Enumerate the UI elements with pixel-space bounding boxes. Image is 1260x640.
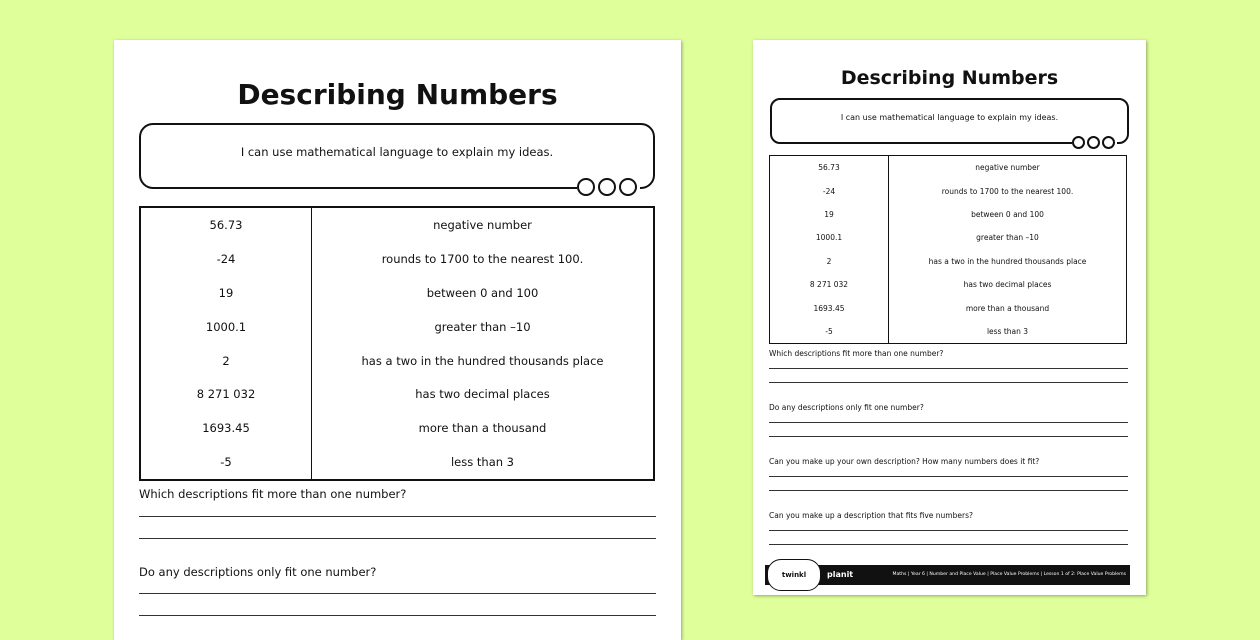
description-cell: has a two in the hundred thousands place: [361, 353, 604, 368]
table-row: [770, 226, 1127, 249]
number-cell: -5: [770, 320, 889, 344]
answer-line[interactable]: [769, 368, 1128, 369]
question-text: Can you make up your own description? How many numbers does it fit?: [769, 457, 1040, 466]
description-cell: more than a thousand: [965, 303, 1050, 313]
answer-line[interactable]: [769, 422, 1128, 423]
question-block: [769, 349, 1128, 383]
number-cell: 1693.45: [770, 296, 889, 319]
number-cell: 56.73: [770, 156, 889, 180]
table-row: [140, 411, 654, 445]
description-cell: rounds to 1700 to the nearest 100.: [381, 251, 584, 266]
worksheet-footer: [765, 565, 1130, 585]
number-cell: 1000.1: [140, 310, 312, 344]
number-cell: -5: [140, 445, 312, 480]
table-row: [140, 445, 654, 480]
description-cell: rounds to 1700 to the nearest 100.: [941, 186, 1074, 196]
number-cell: 1693.45: [140, 411, 312, 445]
answer-line[interactable]: [769, 544, 1128, 545]
answer-line[interactable]: [139, 593, 656, 594]
description-cell: has a two in the hundred thousands place: [928, 256, 1087, 266]
question-text: Which descriptions fit more than one number?: [769, 349, 944, 358]
table-row: [140, 276, 654, 310]
worksheet-title: Describing Numbers: [237, 78, 558, 111]
description-cell: more than a thousand: [418, 421, 547, 436]
rating-circle: [598, 178, 616, 196]
rating-circle: [619, 178, 637, 196]
objective-rating-circles: [1072, 136, 1117, 149]
table-row: [770, 273, 1127, 296]
description-cell: greater than –10: [976, 233, 1039, 243]
question-text: Can you make up a description that fits five numbers?: [769, 511, 973, 520]
worksheet-title: Describing Numbers: [840, 67, 1059, 89]
table-row: [770, 203, 1127, 226]
question-text: Do any descriptions only fit one number?: [139, 565, 377, 579]
description-cell: less than 3: [986, 326, 1029, 336]
table-row: [770, 250, 1127, 273]
description-cell: between 0 and 100: [426, 285, 539, 300]
matching-table: [139, 206, 655, 481]
description-cell: greater than –10: [434, 319, 531, 334]
twinkl-logo: twinkl: [767, 559, 821, 591]
matching-table: [769, 155, 1127, 344]
worksheet-left: [114, 40, 681, 640]
answer-line[interactable]: [139, 516, 656, 517]
question-block: [139, 565, 656, 616]
question-text: Do any descriptions only fit one number?: [769, 403, 924, 412]
learning-objective-text: I can use mathematical language to explain my ideas.: [840, 112, 1059, 122]
table-row: [770, 179, 1127, 202]
rating-circle: [1087, 136, 1100, 149]
answer-line[interactable]: [769, 382, 1128, 383]
question-text: Which descriptions fit more than one number?: [139, 487, 407, 501]
answer-line[interactable]: [769, 530, 1128, 531]
worksheet-right: [753, 40, 1146, 595]
objective-rating-circles: [577, 178, 640, 196]
question-block: [139, 487, 656, 539]
answer-line[interactable]: [139, 615, 656, 616]
answer-line[interactable]: [769, 476, 1128, 477]
question-block: [769, 403, 1128, 437]
table-row: [140, 207, 654, 242]
answer-line[interactable]: [769, 436, 1128, 437]
number-cell: 2: [770, 250, 889, 273]
description-cell: has two decimal places: [963, 280, 1052, 290]
table-row: [770, 296, 1127, 319]
learning-objective-text: I can use mathematical language to explain my ideas.: [240, 145, 554, 159]
question-block: [769, 511, 1128, 545]
rating-circle: [1102, 136, 1115, 149]
table-row: [140, 310, 654, 344]
table-row: [140, 242, 654, 276]
number-cell: 8 271 032: [770, 273, 889, 296]
rating-circle: [577, 178, 595, 196]
description-cell: less than 3: [450, 455, 514, 470]
description-cell: has two decimal places: [415, 387, 550, 402]
description-cell: negative number: [975, 163, 1040, 173]
planit-brand: planit: [827, 570, 854, 579]
description-cell: negative number: [433, 217, 532, 232]
description-cell: between 0 and 100: [971, 209, 1044, 219]
number-cell: -24: [770, 179, 889, 202]
table-row: [770, 320, 1127, 344]
number-cell: 19: [140, 276, 312, 310]
question-block: [769, 457, 1128, 491]
number-cell: 56.73: [140, 207, 312, 242]
table-row: [140, 344, 654, 378]
number-cell: 8 271 032: [140, 377, 312, 411]
number-cell: 1000.1: [770, 226, 889, 249]
number-cell: 2: [140, 344, 312, 378]
answer-line[interactable]: [139, 538, 656, 539]
footer-breadcrumb: Maths | Year 6 | Number and Place Value | Place Value Problems | Lesson 1 of 2: Place Value Problems: [892, 572, 1126, 577]
number-cell: 19: [770, 203, 889, 226]
answer-line[interactable]: [769, 490, 1128, 491]
table-row: [140, 377, 654, 411]
table-row: [770, 156, 1127, 180]
number-cell: -24: [140, 242, 312, 276]
rating-circle: [1072, 136, 1085, 149]
